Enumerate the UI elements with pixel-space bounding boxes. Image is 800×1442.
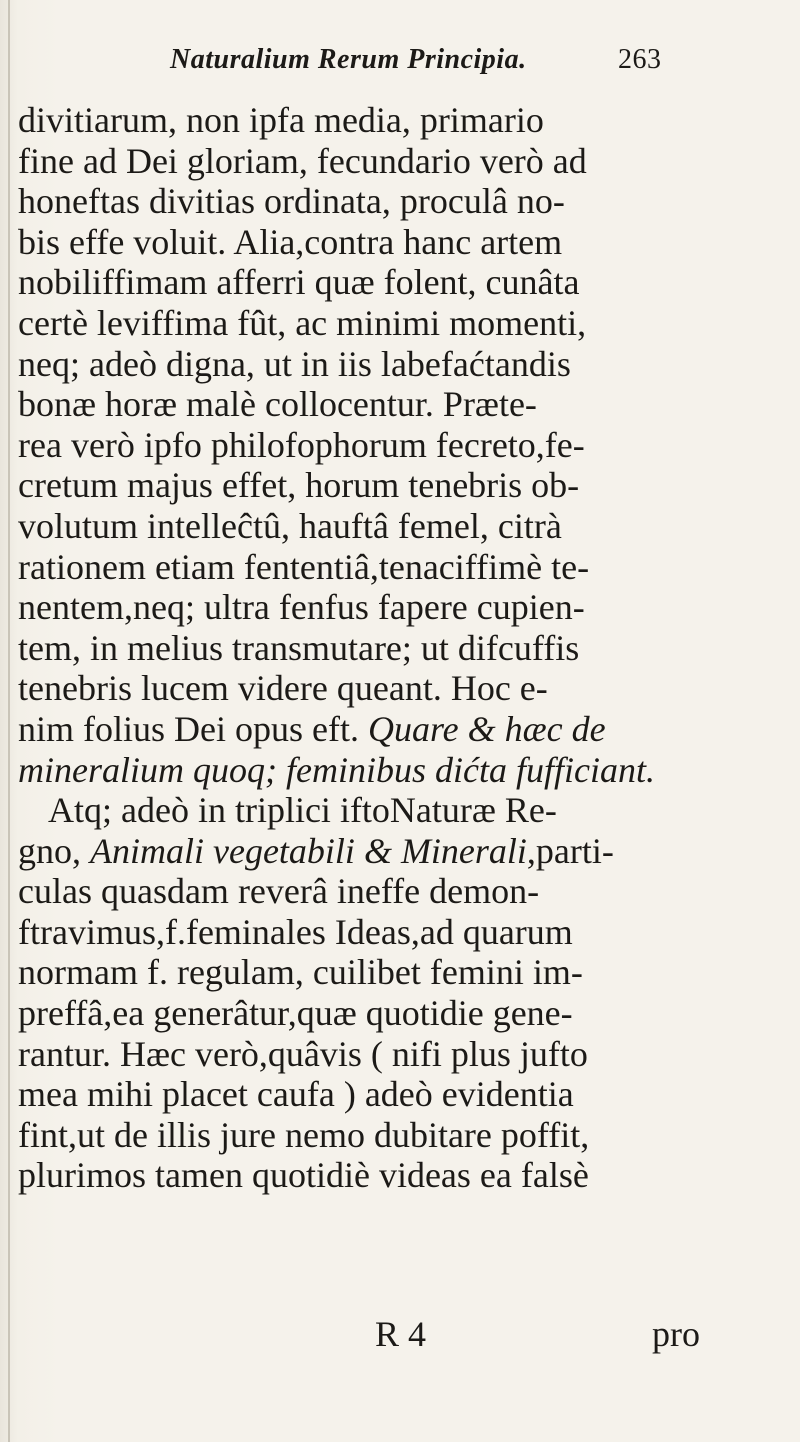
signature-mark: R 4 [375, 1314, 427, 1354]
text-line: cretum majus effet, horum tenebris ob- [18, 465, 580, 506]
italic-segment: Quare & hæc de [367, 708, 606, 749]
page-number: 263 [618, 44, 662, 75]
text-line: volutum intelleĉtû, hauftâ femel, citrà [18, 505, 562, 546]
body-text [18, 100, 788, 1196]
text-line: plurimos tamen quotidiè videas ea falsè [18, 1155, 589, 1196]
text-line: Atq; adeò in triplici iftoNaturæ Re- [48, 790, 557, 831]
text-line: preffâ,ea generâtur,quæ quotidie gene- [18, 993, 573, 1034]
text-line: fint,ut de illis jure nemo dubitare poffit, [18, 1114, 590, 1155]
text-segment: nim folius Dei opus eft. [18, 708, 359, 749]
text-line: tem, in melius transmutare; ut difcuffis [18, 627, 580, 668]
text-line: certè leviffima fût, ac minimi momenti, [18, 302, 587, 343]
running-header [170, 44, 770, 84]
gutter-shadow [8, 0, 10, 1442]
text-line: divitiarum, non ipfa media, primario [18, 100, 544, 140]
text-segment: gno, [18, 830, 90, 871]
text-segment: ,parti- [526, 830, 614, 871]
text-line: normam f. regulam, cuilibet femini im- [18, 952, 583, 993]
text-line [18, 709, 788, 750]
text-line: rationem etiam fententiâ,tenaciffimè te- [18, 546, 590, 587]
text-line: mea mihi placet caufa ) adeò evidentia [18, 1074, 574, 1115]
text-line: fine ad Dei gloriam, fecundario verò ad [18, 140, 587, 181]
italic-segment: Animali vegetabili & Minerali [90, 830, 527, 871]
running-title: Naturalium Rerum Principia. [170, 44, 527, 75]
page-footer [0, 1313, 800, 1357]
text-line: neq; adeò digna, ut in iis labefaćtandis [18, 343, 571, 384]
text-line: nobiliffimam afferri quæ folent, cunâta [18, 262, 580, 303]
text-line: honeftas divitias ordinata, proculâ no- [18, 181, 565, 222]
text-line-italic: mineralium quoq; feminibus dićta fufficiant. [18, 749, 655, 790]
text-line: bis effe voluit. Alia,contra hanc artem [18, 221, 563, 262]
text-line: nentem,neq; ultra fenfus fapere cupien- [18, 587, 585, 628]
text-line: rantur. Hæc verò,quâvis ( nifi plus jufto [18, 1033, 588, 1074]
text-line [18, 831, 788, 872]
text-line: rea verò ipfo philofophorum fecreto,fe- [18, 424, 585, 465]
catchword: pro [652, 1314, 700, 1354]
text-line: tenebris lucem videre queant. Hoc e- [18, 668, 548, 709]
text-line: ftravimus,f.feminales Ideas,ad quarum [18, 911, 573, 952]
text-line: bonæ horæ malè collocentur. Præte- [18, 384, 537, 425]
text-line: culas quasdam reverâ ineffe demon- [18, 871, 540, 912]
